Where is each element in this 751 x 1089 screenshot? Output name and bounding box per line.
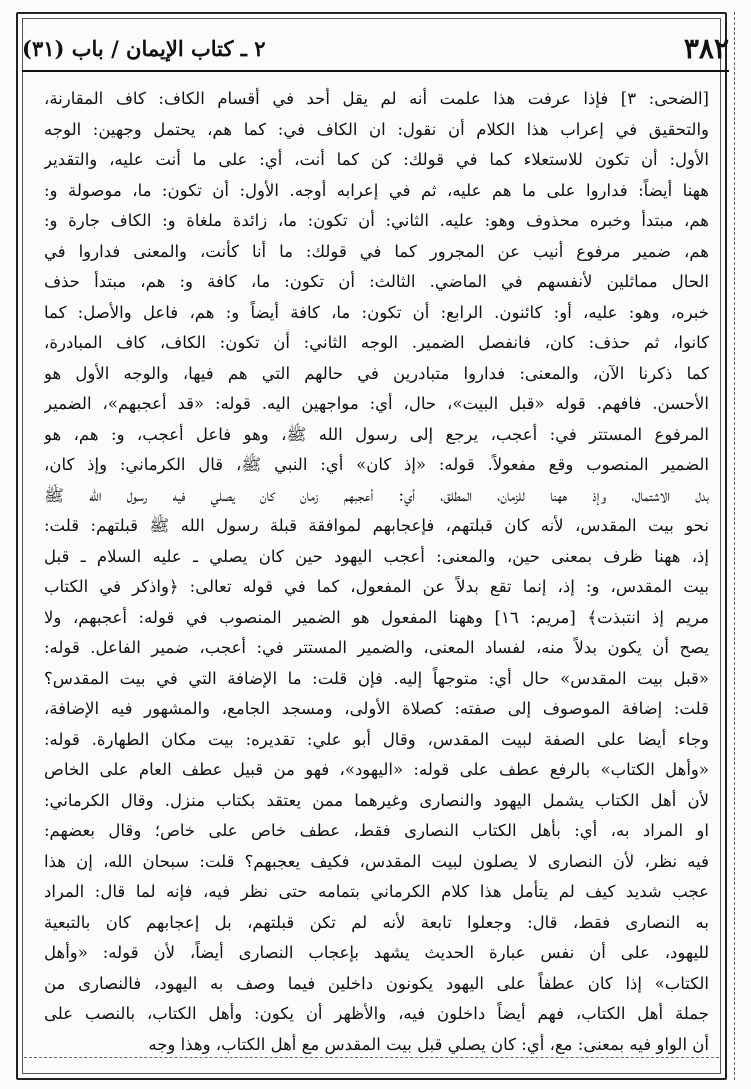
text-line: المرفوع المستتر في: أعجب، يرجع إلى رسول الله ﷺ، وهو فاعل أعجب، و: هم، هو xyxy=(44,424,709,444)
text-line: «قبل بيت المقدس» حال أي: متوجهاً إليه. فإن قلت: ما الإضافة التي في بيت المقدس؟ xyxy=(44,668,709,688)
text-line: بدل الاشتمال، وإذ ههنا للزمان، المطلق، أي: أعجبهم زمان كان يصلي فيه رسول الله ﷺ xyxy=(44,485,709,505)
text-line: إذ، ههنا ظرف بمعنى حين، والمعنى: أعجب اليهود حين كان يصلي ـ عليه السلام ـ قبل xyxy=(44,546,709,566)
text-line: أن الواو فيه بمعنى: مع، أي: كان يصلي قبل بيت المقدس مع أهل الكتاب، وهذا وجه xyxy=(148,1034,709,1054)
text-line: جملة أهل الكتاب، فهم أيضاً داخلون فيه، والأظهر أن يكون: وأهل الكتاب، بالنصب على xyxy=(44,1004,709,1023)
text-line: خبره، وهو: عليه، أو: كائنون. الرابع: أن تكون: ما، كافة أيضاً و: هم، فاعل والأصل: كما xyxy=(44,302,709,322)
text-line: او المراد به، أي: بأهل الكتاب النصارى فقط، عطف خاص على خاص؛ وقال بعضهم: xyxy=(44,821,709,840)
text-line: نحو بيت المقدس، لأنه كان قبلتهم، فإعجابهم لموافقة قبلة رسول الله ﷺ قبلتهم: قلت: xyxy=(44,516,709,535)
running-title: ٢ ـ كتاب الإيمان / باب (٣١) xyxy=(22,35,266,61)
text-line: لأن أهل الكتاب يشمل اليهود والنصارى وغيرهما ممن يعتقد بكتاب منزل. وقال الكرماني: xyxy=(44,790,709,810)
text-line: كانوا، ثم حذف: كان، فانفصل الضمير. الوجه الثاني: أن تكون: الكاف، كاف المبادرة، xyxy=(44,333,709,352)
text-line: يصح أن يكون بدلاً منه، لفساد المعنى، والضمير المستتر في: أعجب، ضمير الفاعل. قوله: xyxy=(44,638,709,657)
text-line: الضمير المنصوب وقع مفعولاً. قوله: «إذ كان» أي: النبي ﷺ، قال الكرماني: وإذ كان، xyxy=(44,455,709,474)
text-line: الحال مماثلين لأنفسهم في الماضي. الثالث: أن تكون: ما، كافة و: هم، مبتدأ حذف xyxy=(44,272,709,291)
text-line: الأحسن. فافهم. قوله «قبل البيت»، حال، أي: مواجهين اليه. قوله: «قد أعجبهم»، الضمير xyxy=(44,394,709,413)
text-line: هم، مبتدأ وخبره محذوف وهو: عليه. الثاني: أن تكون: ما، زائدة ملغاة و: الكاف جارة و: xyxy=(44,211,709,230)
text-line: عجب شديد كيف لم يتأمل هذا كلام الكرماني بتمامه حتى نظر فيه، فإنه لما قال: المراد xyxy=(44,882,709,901)
text-line: بيت المقدس، و: إذ، إنما تقع بدلاً عن المفعول، كما في قوله تعالى: ﴿واذكر في الكتاب xyxy=(44,577,709,596)
text-line: [الضحى: ٣] فإذا عرفت هذا علمت أنه لم يقل أحد في أقسام الكاف: كاف المقارنة، xyxy=(44,89,709,108)
text-line: والتحقيق في إعراب هذا الكلام أن نقول: ان الكاف في: كما هم، يحتمل وجهين: الوجه xyxy=(44,119,709,139)
text-line: ههنا أيضاً: فداروا على ما هم عليه، ثم في إعرابه أوجه. الأول: أن تكون: ما، موصولة و: xyxy=(44,180,709,200)
text-line: مريم إذ انتبذت﴾ [مريم: ١٦] وههنا المفعول هو الضمير المنصوب في قوله: أعجبهم، ولا xyxy=(44,607,709,627)
text-line: قلت: إضافة الموصوف إلى صفته: كصلاة الأولى، ومسجد الجامع، والمشهور فيه الإضافة، xyxy=(44,699,709,718)
text-line: به النصارى فقط، قال: وجعلوا تابعة لأنه لم تكن قبلتهم، بل إعجابهم كان بالتبعية xyxy=(44,912,709,932)
text-line: «وأهل الكتاب» بالرفع عطف على قوله: «اليهود»، فهو من قبيل عطف العام على الخاص xyxy=(44,760,709,779)
text-line: الأول: أن تكون للاستعلاء كما في قولك: كن كما أنت، أي: على ما أنت عليه، والتقدير xyxy=(44,150,709,169)
decorative-border-right xyxy=(734,12,747,1080)
text-line: وجاء أيضا على الصفة لبيت المقدس، وقال أبو علي: تقديره: بيت مكان الطهارة. قوله: xyxy=(44,729,709,749)
text-line: لليهود، على أن نفس عبارة الحديث يشهد بإعجاب النصارى أيضاً، لأن قوله: «وأهل xyxy=(44,943,709,962)
text-line: فيه نظر، لأن النصارى لا يصلون لبيت المقدس، فكيف يعجبهم؟ قلت: سبحان الله، إن هذا xyxy=(44,851,709,871)
text-line: كما ذكرنا الآن، والمعنى: فداروا متبادرين في حالهم التي هم فيها، والوجه الأول هو xyxy=(44,363,709,383)
page-number: ٣٨٢ xyxy=(683,31,729,65)
page-header xyxy=(22,26,729,72)
page-body xyxy=(44,84,709,1054)
text-line: الكتاب» إذا كان عطفاً على اليهود يكونون داخلين فيما وصف به اليهود، فالنصارى من xyxy=(44,973,709,993)
text-line: هم، ضمير مرفوع أنيب عن المجرور كما في قولك: ما أنا كأنت، والمعنى فداروا في xyxy=(44,241,709,261)
